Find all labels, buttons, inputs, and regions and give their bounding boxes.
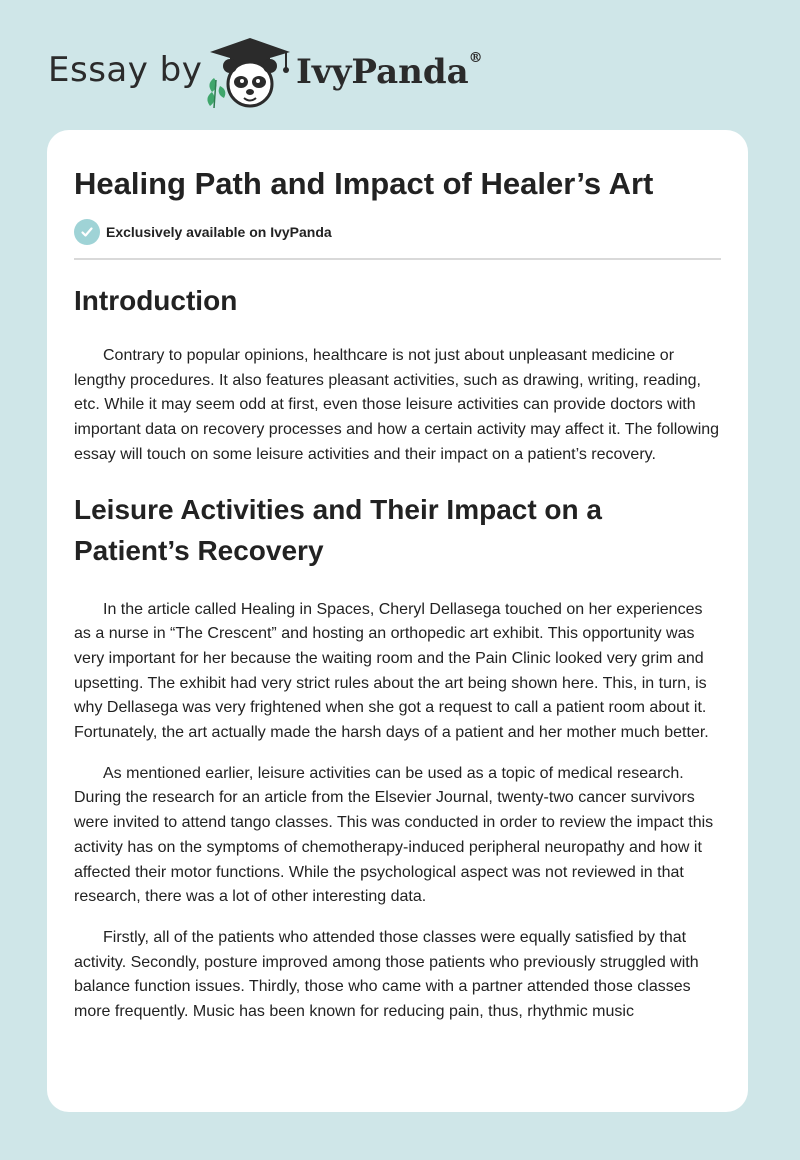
section-heading-leisure-activities: Leisure Activities and Their Impact on a Patient’s Recovery — [74, 493, 602, 566]
title-divider — [74, 258, 721, 260]
site-header — [0, 0, 800, 130]
paragraph: As mentioned earlier, leisure activities can be used as a topic of medical research. During the research for an article from the Elsevier Journal, twenty-two cancer survivors were invited to attend tango classes. This was conducted in order to review the impact this activity has on the symptoms of chemotherapy-induced peripheral neuropathy and how it affected their motor functions. While the psychological aspect was not reviewed in that research, there was a lot of other interesting data. — [74, 764, 714, 906]
exclusive-badge — [74, 218, 721, 246]
essay-card — [47, 130, 748, 1112]
paragraph: In the article called Healing in Spaces, Cheryl Dellasega touched on her experiences as a nurse in “The Crescent” and hosting an orthopedic art exhibit. This opportunity was very important for her because the waiting room and the Pain Clinic looked very grim and upsetting. The exhibit had very strict rules about the art being shown here. This, in turn, is why Dellasega was very frightened when she got a request to call a patient room about it. Fortunately, the art actually made the harsh days of a patient and her mother much better. — [74, 600, 709, 742]
check-icon — [74, 219, 100, 245]
page-title: Healing Path and Impact of Healer’s Art — [74, 166, 654, 201]
paragraph: Contrary to popular opinions, healthcare is not just about unpleasant medicine or lengthy procedures. It also features pleasant activities, such as drawing, writing, reading, etc. While it may seem odd at first, even those leisure activities can provide doctors with important data on recovery processes and how a certain activity may affect it. The following essay will touch on some leisure activities and their impact on a patient’s recovery. — [74, 347, 720, 463]
exclusive-badge-label: Exclusively available on IvyPanda — [106, 224, 332, 240]
section-heading-introduction: Introduction — [74, 285, 238, 316]
brand-name[interactable]: IvyPanda® — [296, 50, 483, 92]
essay-by-label: Essay by — [48, 50, 203, 90]
paragraph: Firstly, all of the patients who attended those classes were equally satisfied by that activity. Secondly, posture improved among those patients who previously struggled with balance function issues. Thirdly, those who came with a partner attended those classes more frequently. Music has been known for reducing pain, thus, rhythmic music — [74, 928, 699, 1021]
panda-graduate-logo-icon[interactable] — [200, 34, 295, 110]
